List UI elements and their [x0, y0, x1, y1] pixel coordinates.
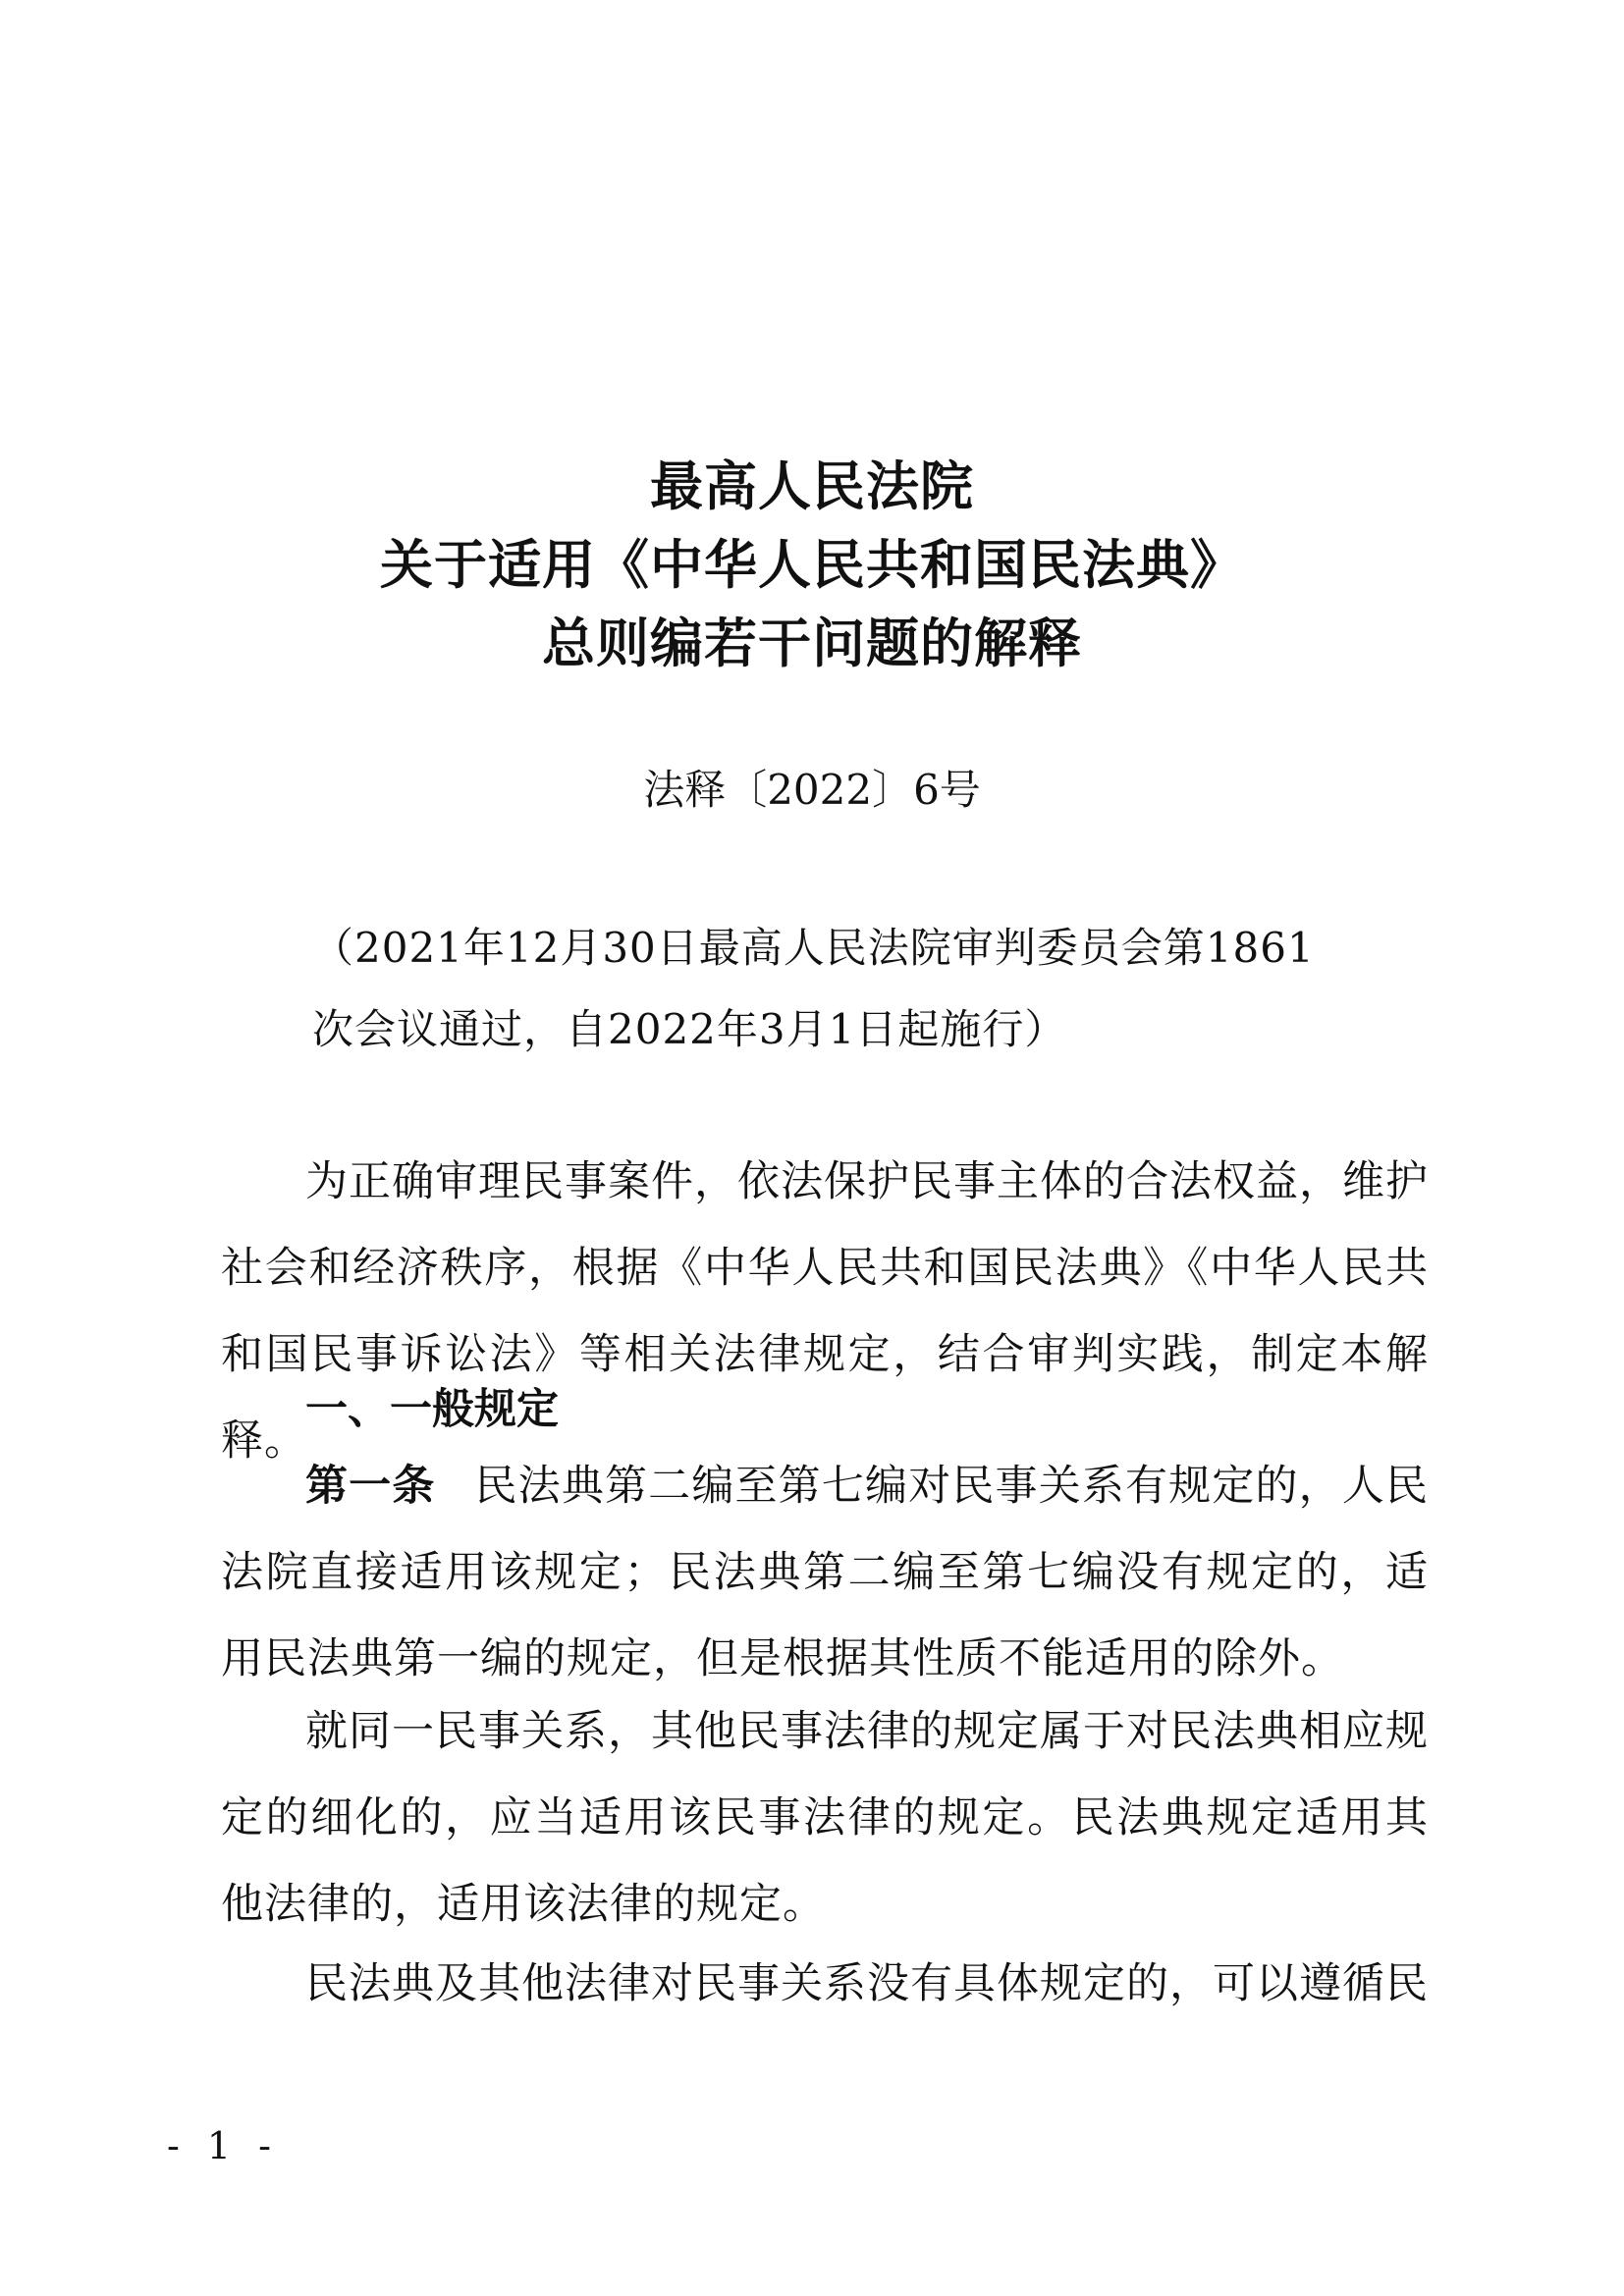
article-1-label: 第一条 [305, 1462, 436, 1511]
article-1-paragraph-3: 民法典及其他法律对民事关系没有具体规定的，可以遵循民 [305, 1959, 1429, 2008]
article-1-text: 民法典第二编至第七编对民事关系有规定的，人民法院直接适用该规定；民法典第二编至第七编没有规定的，适用民法典第一编的规定，但是根据其性质不能适用的除外。 [221, 1462, 1429, 1683]
title-line-1: 最高人民法院 [650, 455, 974, 517]
title-line-2: 关于适用《中华人民共和国民法典》 [380, 534, 1244, 596]
page-number: - 1 - [167, 2124, 280, 2167]
article-1-paragraph-2: 就同一民事关系，其他民事法律的规定属于对民法典相应规定的细化的，应当适用该民事法律的规定。民法典规定适用其他法律的，适用该法律的规定。 [221, 1707, 1429, 1929]
section-heading: 一、一般规定 [305, 1385, 559, 1434]
title-line-3: 总则编若干问题的解释 [542, 613, 1082, 674]
adoption-note-line-1: （2021年12月30日最高人民法院审判委员会第1861 [312, 924, 1315, 972]
adoption-note-line-2: 次会议通过，自2022年3月1日起施行） [312, 1005, 1067, 1053]
document-number: 法释〔2022〕6号 [643, 766, 981, 814]
article-1-paragraph [221, 1443, 1429, 1702]
preamble-paragraph: 为正确审理民事案件，依法保护民事主体的合法权益，维护社会和经济秩序，根据《中华人民共和国民法典》《中华人民共和国民事诉讼法》等相关法律规定，结合审判实践，制定本解释。 [221, 1157, 1429, 1466]
